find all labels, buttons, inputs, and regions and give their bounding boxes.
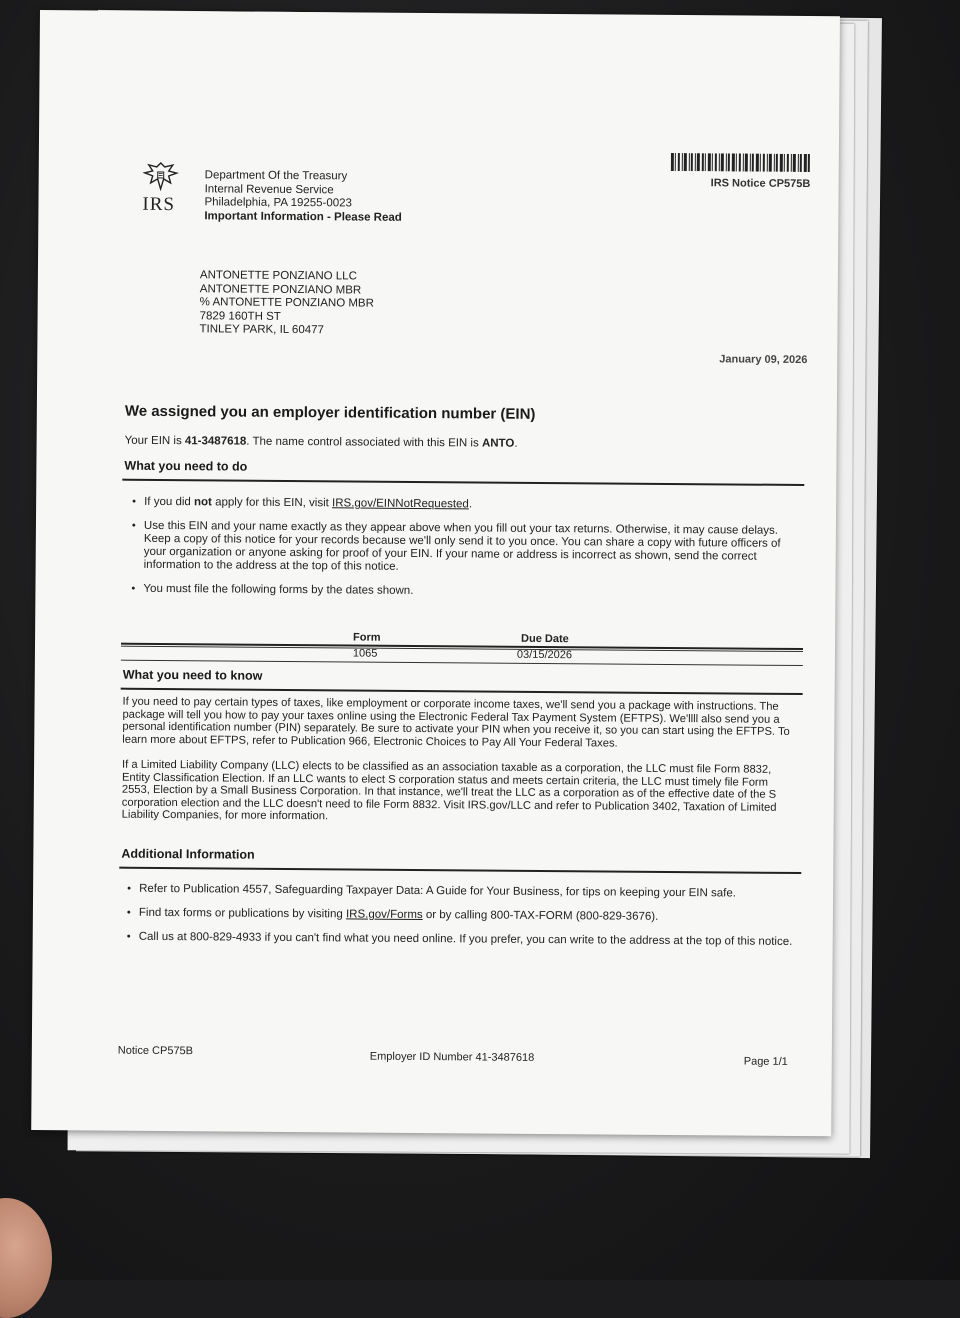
irs-logo xyxy=(142,161,186,216)
llc-paragraph: If a Limited Liability Company (LLC) elects to be classified as an association taxable as a corporation, the LLC must file Form 8832, Entity Classification Election. If an LLC wants to elect S corporation status and meets certain criteria, the LLC must timely file Form 2553, Election by a Small Business Corporation. In that instance, we'll treat the LLC as a corporation as of the effective date of the S corporation election and the LLC doesn't need to file Form 8832. Visit IRS.gov/LLC and refer to Publication 3402, Taxation of Limited Liability Companies, for more information. xyxy=(122,759,794,827)
footer-notice: Notice CP575B xyxy=(118,1045,193,1058)
section-heading-need-to-do: What you need to do xyxy=(124,459,247,474)
footer-page-number: Page 1/1 xyxy=(744,1056,788,1068)
eagle-icon xyxy=(143,161,179,191)
table-bottom-rule xyxy=(121,660,803,666)
need-to-do-list xyxy=(131,496,782,612)
page-title: We assigned you an employer identification number (EIN) xyxy=(125,403,536,423)
notice-id: IRS Notice CP575B xyxy=(711,177,811,190)
list-item: • If you did not apply for this EIN, visit IRS.gov/EINNotRequested. xyxy=(132,496,782,514)
additional-info-list xyxy=(127,883,808,960)
list-item: • You must file the following forms by the dates shown. xyxy=(131,583,781,601)
list-item: • Call us at 800-829-4933 if you can't find what you need online. If you prefer, you can write to the address at the top of this notice. xyxy=(127,931,807,949)
ein-text: . The name control associated with this EIN is xyxy=(246,436,482,450)
recipient-address xyxy=(199,269,374,338)
table-header-form: Form xyxy=(353,631,381,643)
list-item: • Refer to Publication 4557, Safeguarding Taxpayer Data: A Guide for Your Business, for tips on keeping your EIN safe. xyxy=(127,883,807,901)
list-item: • Find tax forms or publications by visiting IRS.gov/Forms or by calling 800-TAX-FORM (800-829-3676). xyxy=(127,907,807,925)
section-heading-additional: Additional Information xyxy=(121,847,254,862)
address-line: ANTONETTE PONZIANO LLC xyxy=(200,269,374,284)
table-header-due-date: Due Date xyxy=(521,633,569,645)
table-cell-form: 1065 xyxy=(353,647,378,659)
agency-line: Philadelphia, PA 19255-0023 xyxy=(204,196,402,211)
logo-text: IRS xyxy=(142,194,186,216)
ein-text: . xyxy=(514,438,517,450)
agency-line: Internal Revenue Service xyxy=(205,183,403,198)
section-heading-need-to-know: What you need to know xyxy=(123,668,263,683)
address-line: % ANTONETTE PONZIANO MBR xyxy=(200,296,374,311)
ein-statement xyxy=(125,435,518,450)
address-line: 7829 160TH ST xyxy=(200,310,374,325)
ein-text: Your EIN is xyxy=(125,435,185,447)
notice-page xyxy=(31,10,840,1136)
agency-line: Department Of the Treasury xyxy=(205,169,403,184)
ein-not-requested-link[interactable]: IRS.gov/EINNotRequested xyxy=(332,497,469,510)
barcode-icon xyxy=(671,153,811,172)
section-divider xyxy=(121,688,803,695)
irs-forms-link[interactable]: IRS.gov/Forms xyxy=(346,908,423,921)
name-control: ANTO xyxy=(482,437,514,449)
table-cell-due-date: 03/15/2026 xyxy=(517,649,572,661)
list-item: • Use this EIN and your name exactly as they appear above when you fill out your tax returns. Otherwise, it may cause delays. Keep a copy of this notice for your records because we'll only send it to you once. You can share a copy with future officers of your organization or anyone asking for proof of your EIN. If your name or address is incorrect as shown, send the correct information to the address at the top of this notice. xyxy=(132,520,782,577)
notice-date: January 09, 2026 xyxy=(719,353,807,366)
eftps-paragraph: If you need to pay certain types of taxes, like employment or corporate income taxes, we'll send you a package with instructions. The package will tell you how to pay your taxes online using the Electronic Federal Tax Payment System (EFTPS). We'llll also send you a personal identification number (PIN) separately. Be sure to activate your PIN when you receive it, so you can start using the EFTPS. To learn more about EFTPS, refer to Publication 966, Electronic Choices to Pay All Your Federal Taxes. xyxy=(122,696,794,752)
footer-employer-id: Employer ID Number 41-3487618 xyxy=(370,1051,535,1064)
address-line: ANTONETTE PONZIANO MBR xyxy=(200,283,374,298)
section-divider xyxy=(119,867,801,874)
ein-number: 41-3487618 xyxy=(185,435,246,447)
agency-address xyxy=(204,169,402,225)
section-divider xyxy=(122,479,804,486)
important-notice: Important Information - Please Read xyxy=(204,210,402,225)
address-line: TINLEY PARK, IL 60477 xyxy=(199,323,373,338)
